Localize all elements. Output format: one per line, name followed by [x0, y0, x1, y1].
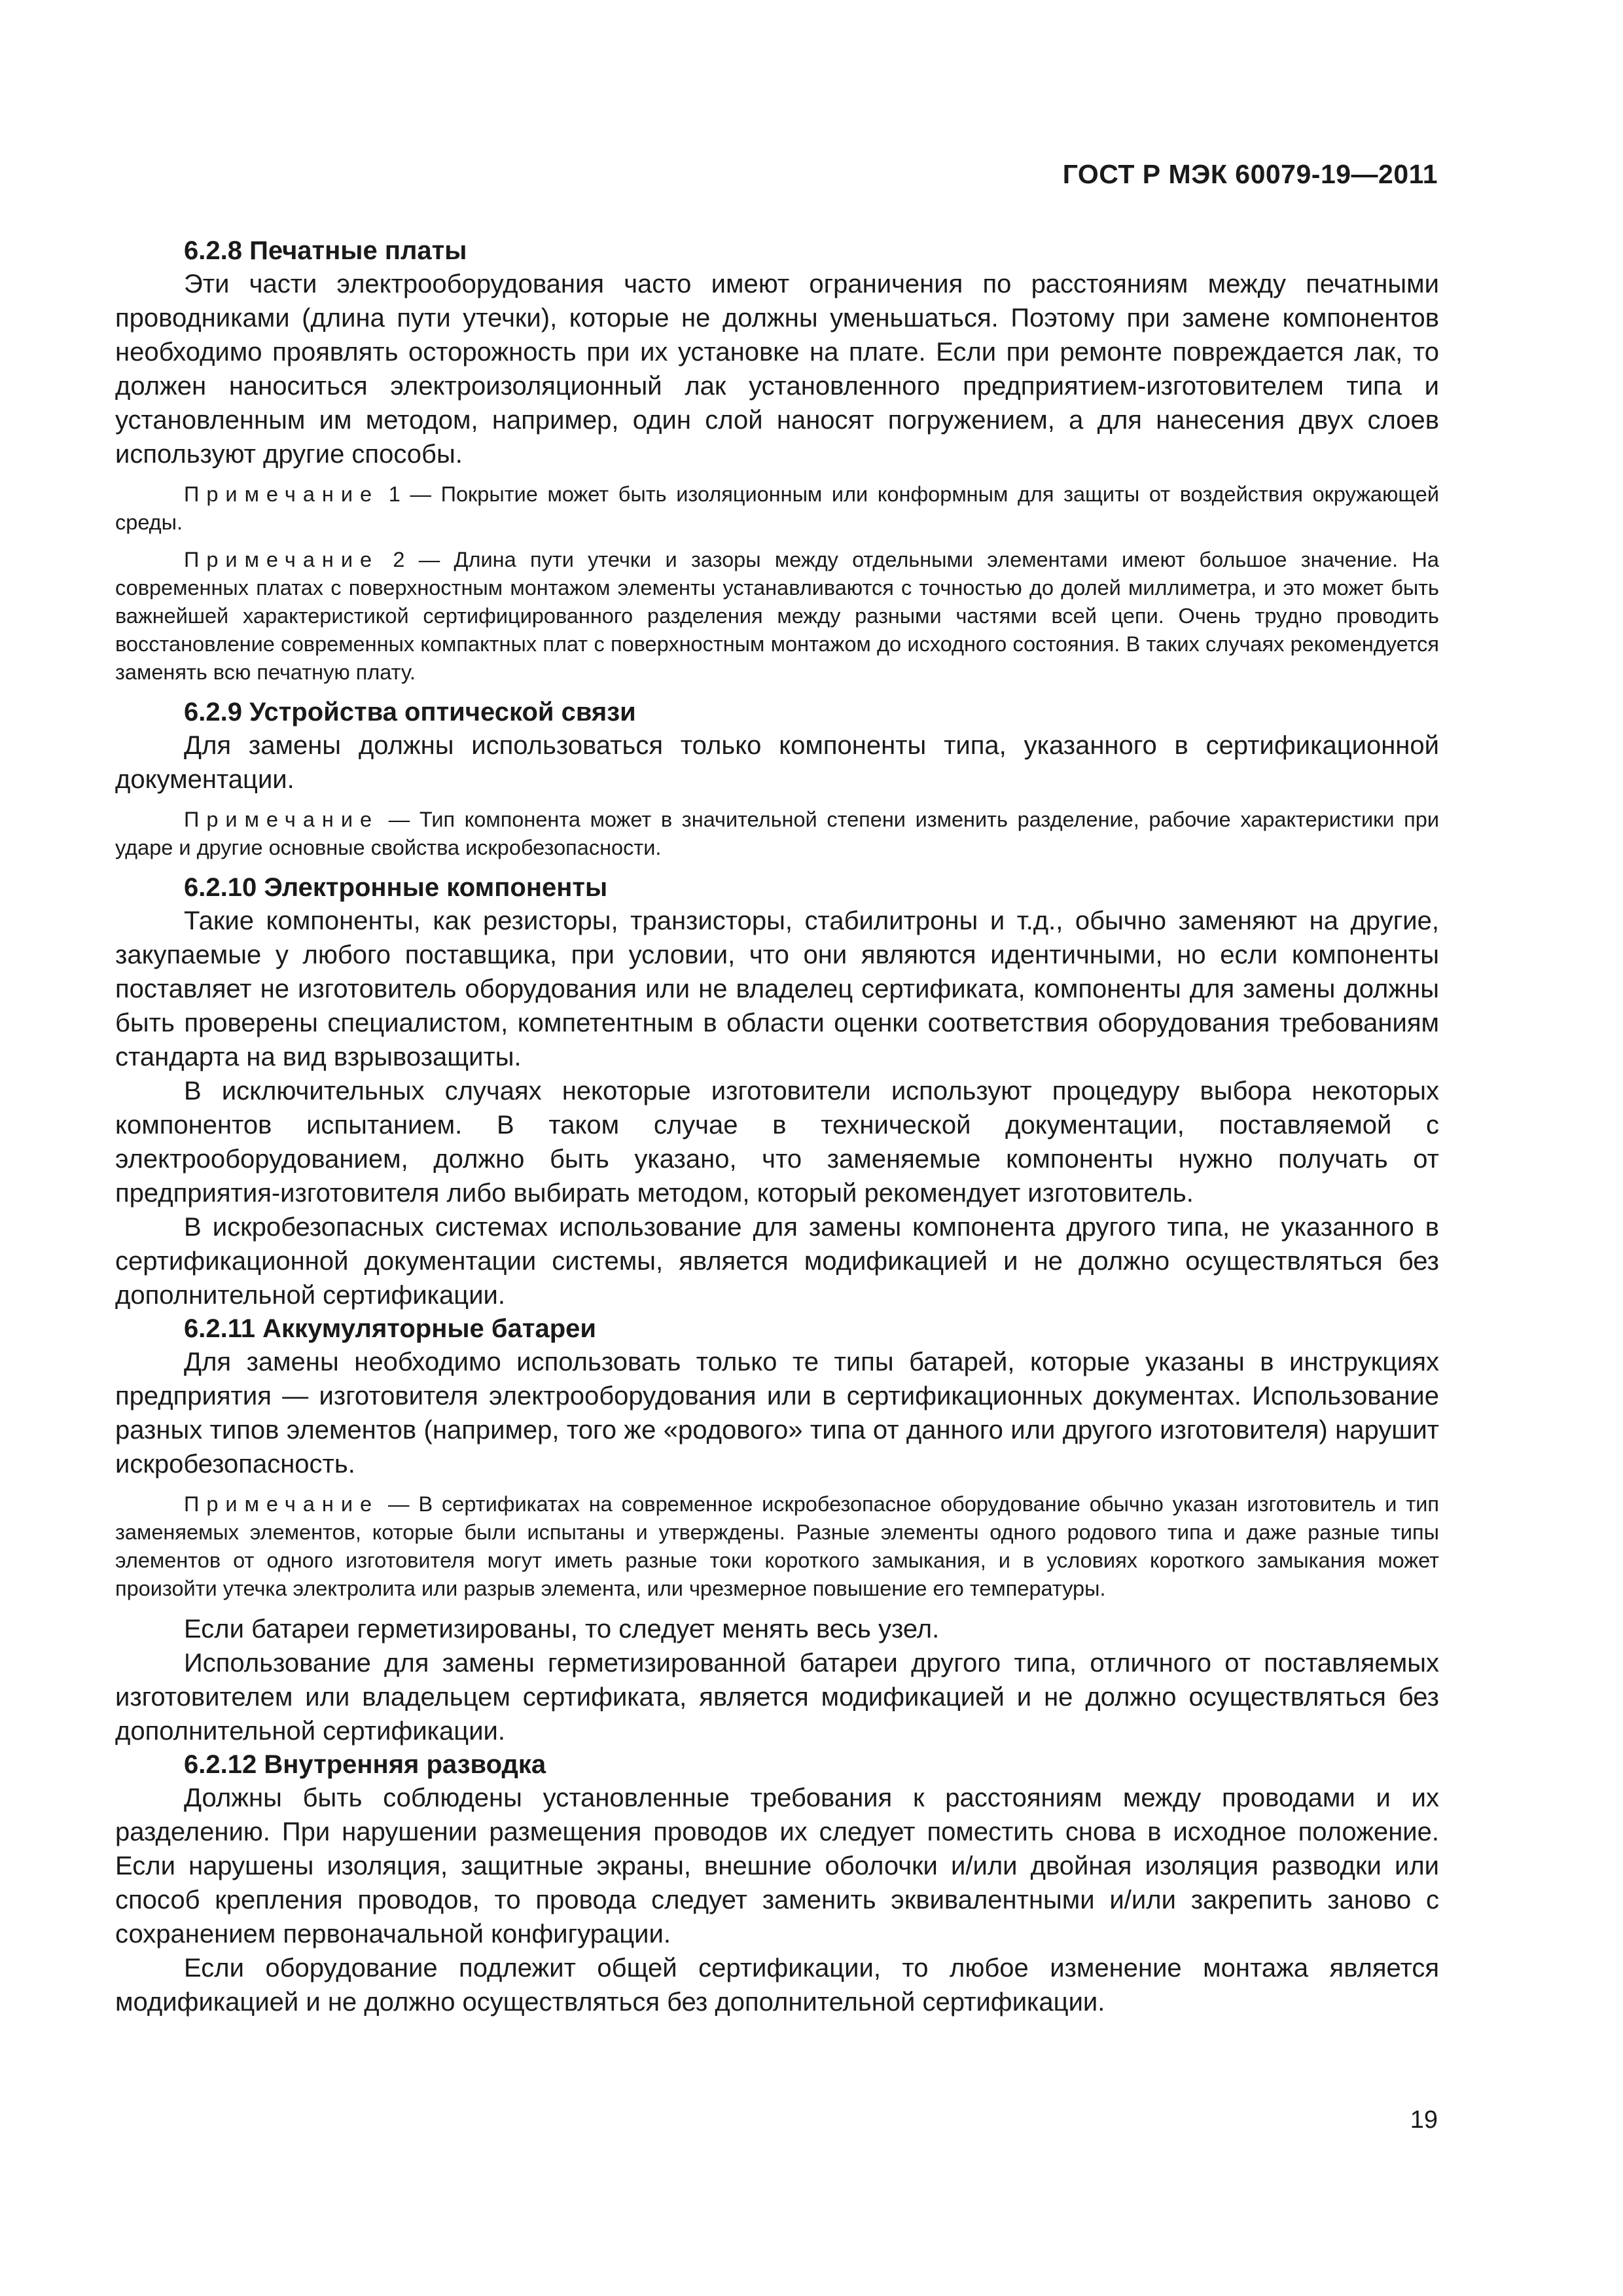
- paragraph: Такие компоненты, как резисторы, транзисторы, стабилитроны и т.д., обычно заменяют на другие, закупаемые у любого поставщика, при условии, что они являются идентичными, но если компоненты поставляет не изготовитель оборудования или не владелец сертификата, компоненты для замены должны быть проверены специалистом, компетентным в области оценки соответствия оборудования требованиям стандарта на вид взрывозащиты.: [115, 906, 1439, 1071]
- note-label: Примечание: [184, 482, 380, 506]
- section-heading-6-2-12: 6.2.12 Внутренняя разводка: [184, 1750, 546, 1779]
- document-body: [115, 234, 1439, 2019]
- note-text: 2 — Длина пути утечки и зазоры между отдельными элементами имеют большое значение. На современных платах с поверхностным монтажом элементы устанавливаются с точностью до долей миллиметра, и это может быть важнейшей характеристикой сертифицированного разделения между разными частями всей цепи. Очень трудно проводить восстановление современных компактных плат с поверхностным монтажом до исходного состояния. В таких случаях рекомендуется заменять всю печатную плату.: [115, 548, 1439, 684]
- standard-header: ГОСТ Р МЭК 60079-19—2011: [1062, 159, 1438, 189]
- note: [115, 806, 1439, 862]
- page-number: 19: [1410, 2106, 1438, 2134]
- paragraph: В искробезопасных системах использование для замены компонента другого типа, не указанного в сертификационной документации системы, является модификацией и не должно осуществляться без дополнительной сертификации.: [115, 1213, 1439, 1310]
- note-text: — Тип компонента может в значительной степени изменить разделение, рабочие характеристики при ударе и другие основные свойства искробезопасности.: [115, 808, 1439, 859]
- note: [115, 480, 1439, 537]
- section-heading-6-2-9: 6.2.9 Устройства оптической связи: [184, 698, 636, 726]
- section-heading-6-2-10: 6.2.10 Электронные компоненты: [184, 873, 608, 902]
- paragraph: В исключительных случаях некоторые изготовители используют процедуру выбора некоторых компонентов испытанием. В таком случае в технической документации, поставляемой с электрооборудованием, должно быть указано, что заменяемые компоненты нужно получать от предприятия-изготовителя либо выбирать методом, который рекомендует изготовитель.: [115, 1077, 1439, 1208]
- note-label: Примечание: [184, 548, 380, 571]
- note-label: Примечание: [184, 808, 380, 831]
- note: [115, 546, 1439, 687]
- paragraph: Если оборудование подлежит общей сертификации, то любое изменение монтажа является модификацией и не должно осуществляться без дополнительной сертификации.: [115, 1954, 1439, 2017]
- paragraph: Использование для замены герметизированной батареи другого типа, отличного от поставляемых изготовителем или владельцем сертификата, является модификацией и не должно осуществляться без дополнительной сертификации.: [115, 1649, 1439, 1746]
- paragraph: Для замены должны использоваться только компоненты типа, указанного в сертификационной документации.: [115, 731, 1439, 794]
- paragraph: Для замены необходимо использовать только те типы батарей, которые указаны в инструкциях предприятия — изготовителя электрооборудования или в сертификационных документах. Использование разных типов элементов (например, того же «родового» типа от данного или другого изготовителя) нарушит искробезопасность.: [115, 1348, 1439, 1479]
- section-heading-6-2-8: 6.2.8 Печатные платы: [184, 236, 467, 265]
- paragraph: Если батареи герметизированы, то следует менять весь узел.: [184, 1615, 940, 1643]
- note-text: — В сертификатах на современное искробезопасное оборудование обычно указан изготовитель и тип заменяемых элементов, которые были испытаны и утверждены. Разные элементы одного родового типа и даже разные типы элементов от одного изготовителя могут иметь разные токи короткого замыкания, и в условиях короткого замыкания может произойти утечка электролита или разрыв элемента, или чрезмерное повышение его температуры.: [115, 1492, 1439, 1600]
- note: [115, 1490, 1439, 1603]
- paragraph: Эти части электрооборудования часто имеют ограничения по расстояниям между печатными проводниками (длина пути утечки), которые не должны уменьшаться. Поэтому при замене компонентов необходимо проявлять осторожность при их установке на плате. Если при ремонте повреждается лак, то должен наноситься электроизоляционный лак установленного предприятием-изготовителем типа и установленным им методом, например, один слой наносят погружением, а для нанесения двух слоев используют другие способы.: [115, 270, 1439, 469]
- note-text: 1 — Покрытие может быть изоляционным или конформным для защиты от воздействия окружающей среды.: [115, 482, 1439, 534]
- section-heading-6-2-11: 6.2.11 Аккумуляторные батареи: [184, 1314, 596, 1343]
- note-label: Примечание: [184, 1492, 380, 1516]
- paragraph: Должны быть соблюдены установленные требования к расстояниям между проводами и их разделению. При нарушении размещения проводов их следует поместить снова в исходное положение. Если нарушены изоляция, защитные экраны, внешние оболочки и/или двойная изоляция разводки или способ крепления проводов, то провода следует заменить эквивалентными и/или закрепить заново с сохранением первоначальной конфигурации.: [115, 1784, 1439, 1948]
